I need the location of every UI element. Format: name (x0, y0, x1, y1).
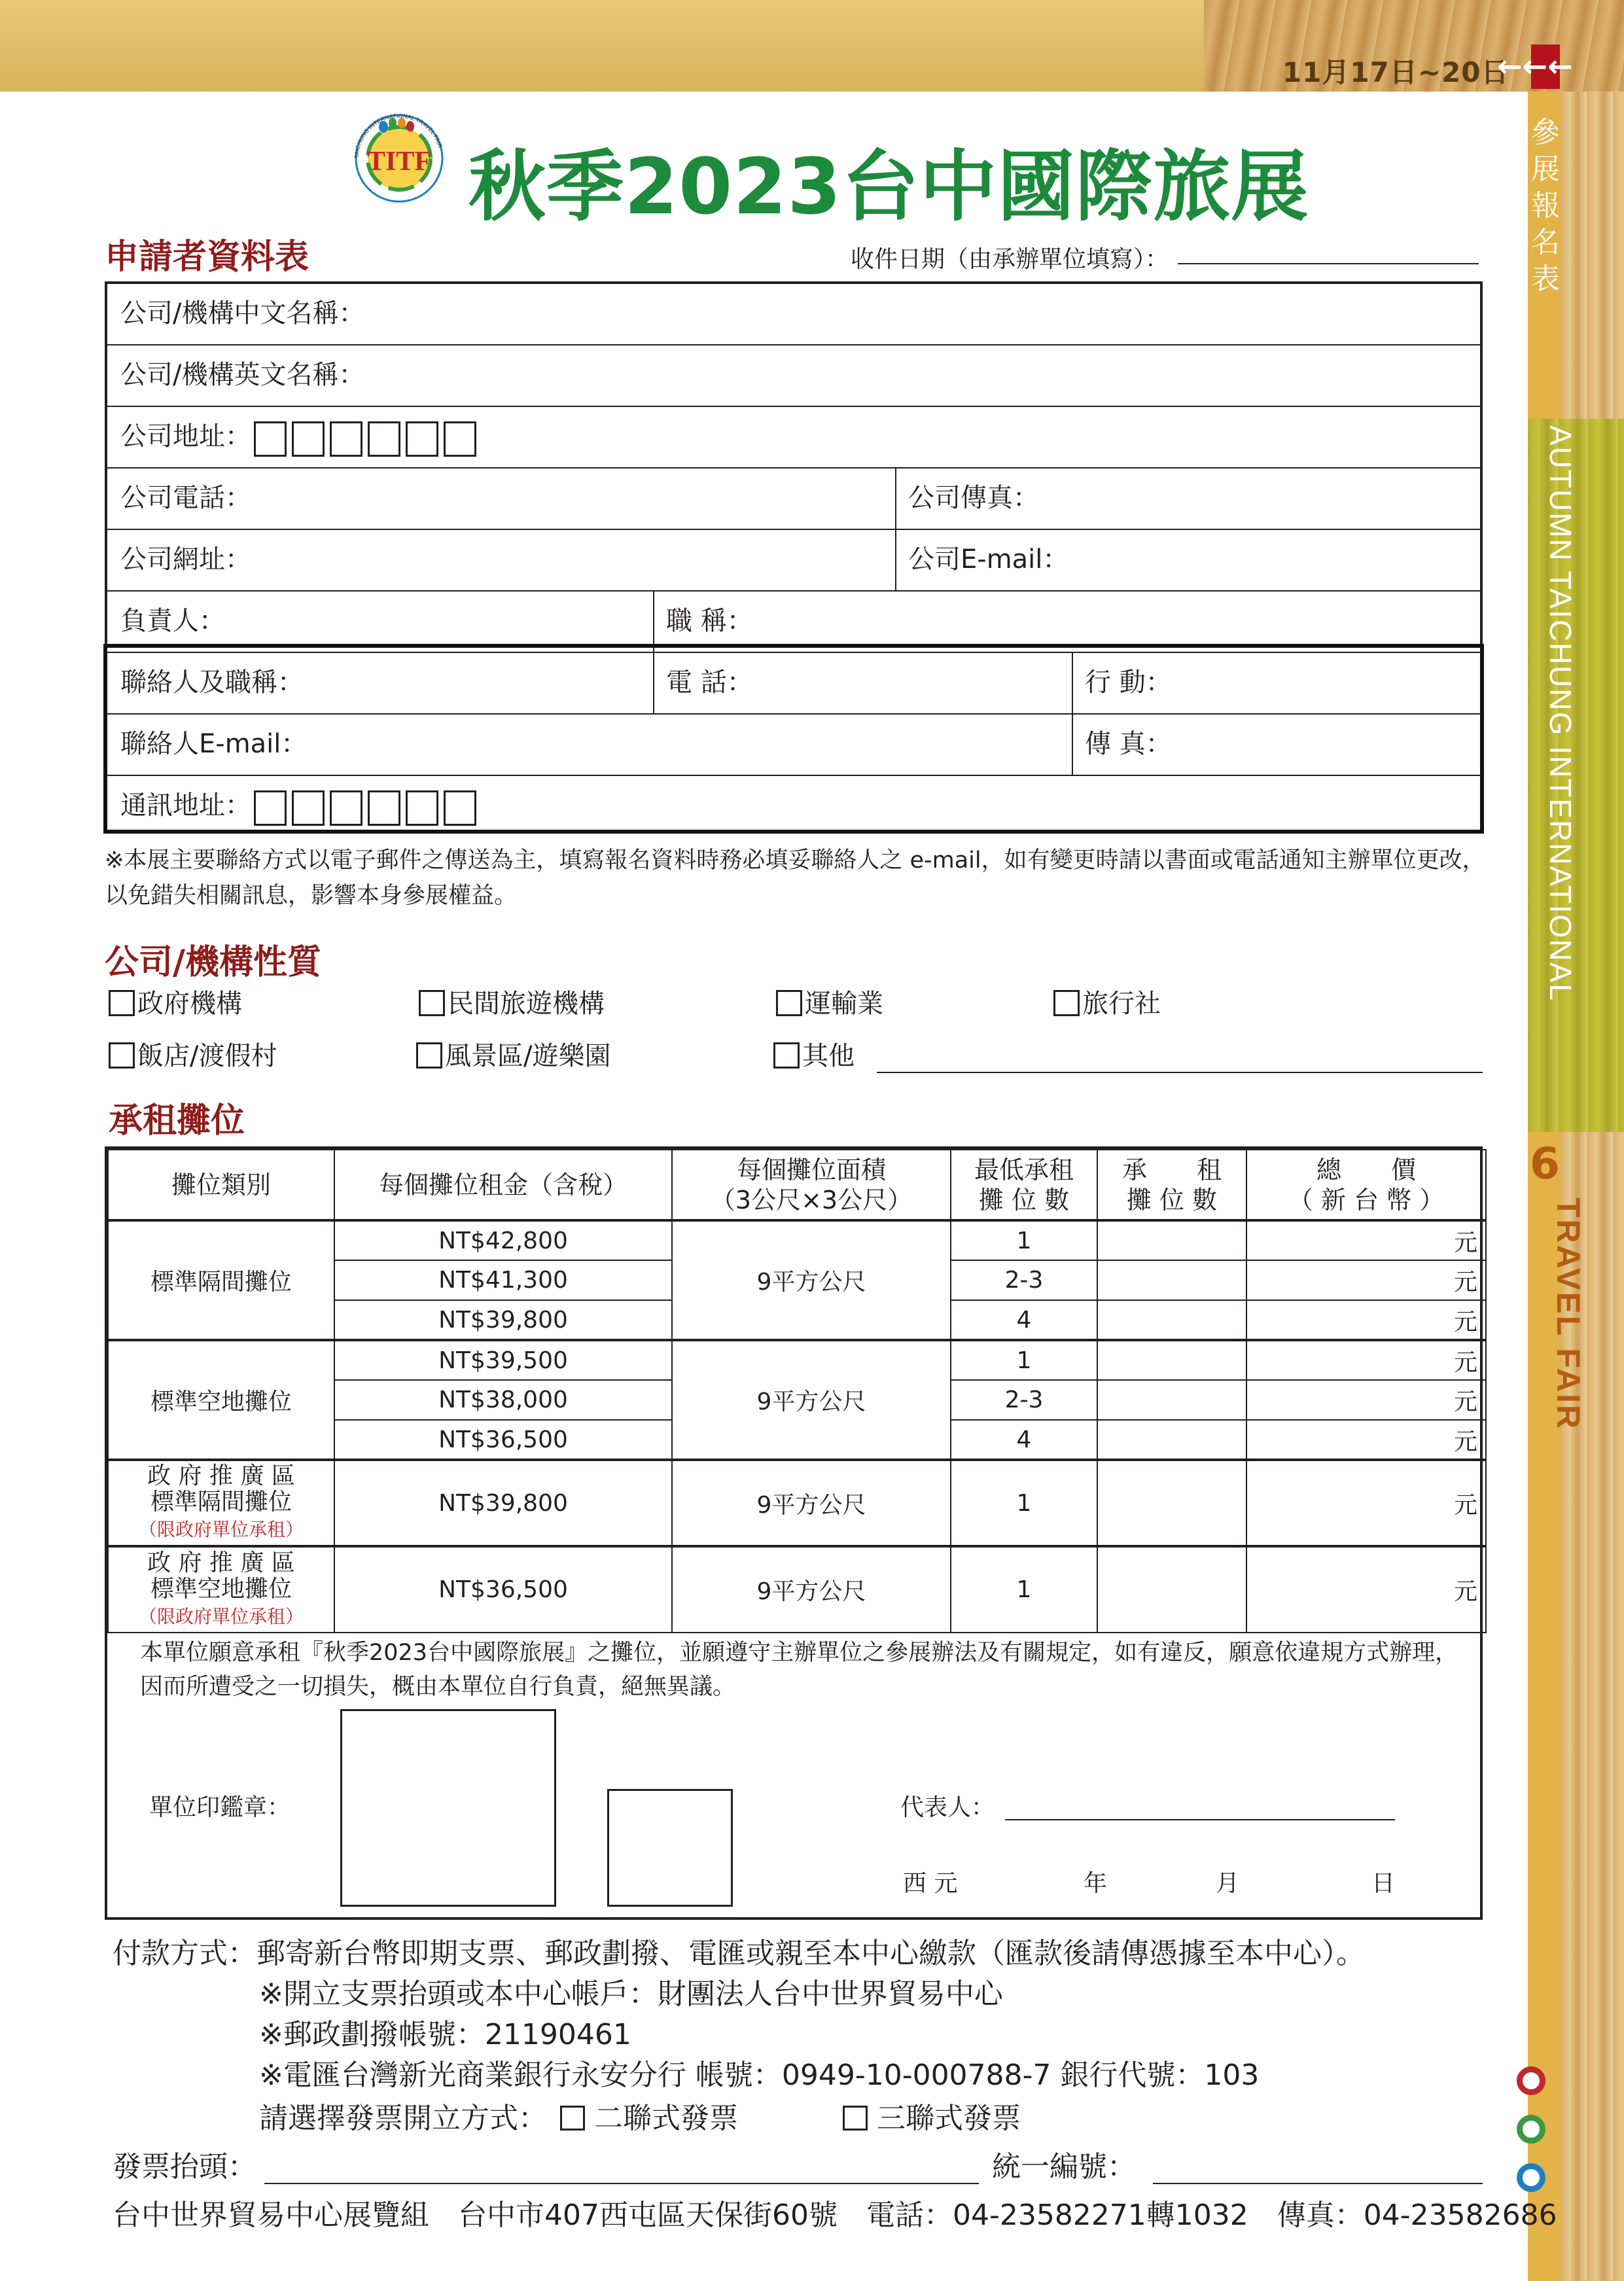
row-website-email (107, 530, 1480, 592)
header-rented-l1: 承 租 (1121, 1155, 1222, 1184)
total-input[interactable]: 元 (1246, 1220, 1486, 1260)
min-cell: 1 (951, 1340, 1097, 1380)
min-cell: 2-3 (951, 1260, 1097, 1300)
rented-input[interactable] (1097, 1300, 1246, 1340)
rented-input[interactable] (1097, 1260, 1246, 1300)
logo-letters: TITF (366, 147, 432, 177)
header-type: 攤位類別 (108, 1150, 334, 1220)
checkbox[interactable] (1053, 990, 1080, 1016)
address-label: 公司地址： (120, 421, 251, 451)
checkbox[interactable] (776, 990, 802, 1016)
header-area-l2: （3公尺×3公尺） (710, 1185, 913, 1214)
option-scenic-area[interactable] (416, 1040, 610, 1072)
owner-label[interactable]: 負責人： (120, 606, 225, 636)
page-title: 秋季2023台中國際旅展 (468, 141, 1309, 232)
booth-section-title: 承租攤位 (109, 1101, 245, 1140)
header-min (951, 1150, 1097, 1220)
arrows-icon: ←←← (1497, 48, 1573, 84)
min-cell: 1 (951, 1460, 1097, 1546)
gov-line1: 政 府 推 廣 區 (147, 1462, 295, 1489)
price-cell: NT$39,500 (334, 1340, 672, 1380)
seal-box-small[interactable] (607, 1789, 733, 1907)
date-day: 日 (1371, 1870, 1396, 1897)
row-contact-email (107, 715, 1480, 776)
total-input[interactable]: 元 (1246, 1300, 1486, 1340)
invoice-triplicate-checkbox[interactable] (843, 2106, 868, 2131)
total-input[interactable]: 元 (1246, 1546, 1486, 1633)
gov-line1: 政 府 推 廣 區 (147, 1549, 295, 1576)
website-label[interactable]: 公司網址： (120, 544, 251, 575)
header-area-l1: 每個攤位面積 (736, 1155, 886, 1184)
header-rented-l2: 攤 位 數 (1126, 1185, 1218, 1214)
checkbox[interactable] (109, 1042, 135, 1069)
min-cell: 4 (951, 1300, 1097, 1340)
declaration-text: 本單位願意承租『秋季2023台中國際旅展』之攤位，並願遵守主辦單位之參展辦法及有關規定，如有違反，願意依違規方式辦理，因而所遭受之一切損失，概由本單位自行負責，絕無異議。 (140, 1640, 1458, 1700)
row-company-cn[interactable] (107, 284, 1480, 345)
red-dot-icon (1517, 2066, 1545, 2095)
group-gov-partition (108, 1460, 334, 1546)
company-type-title: 公司/機構性質 (105, 943, 321, 982)
top-banner (0, 0, 1204, 92)
total-input[interactable]: 元 (1246, 1420, 1486, 1460)
header-total (1246, 1150, 1486, 1220)
tax-id-label: 統一編號： (992, 2150, 1136, 2184)
invoice-duplicate-label: 二聯式發票 (594, 2102, 738, 2135)
option-label: 其他 (802, 1041, 855, 1071)
titf-logo (345, 105, 453, 213)
date-era: 西 元 (903, 1870, 958, 1897)
payment-postal: ※郵政劃撥帳號：21190461 (259, 2018, 631, 2051)
green-dot-icon (1517, 2115, 1545, 2144)
option-hotel[interactable] (109, 1040, 277, 1072)
row-mail-address[interactable] (107, 776, 1480, 838)
header-total-l2: （ 新 台 幣 ） (1288, 1185, 1445, 1214)
address-cell (107, 407, 482, 467)
option-label: 風景區/遊樂園 (445, 1041, 611, 1071)
header-rented (1097, 1150, 1246, 1220)
event-dates: 11月17日~20日 (1282, 56, 1509, 88)
applicant-section-title: 申請者資料表 (105, 238, 309, 277)
gov-line2: 標準空地攤位 (150, 1575, 292, 1602)
phone-label[interactable]: 公司電話： (120, 483, 251, 513)
rented-input[interactable] (1097, 1460, 1246, 1546)
table-row (108, 1460, 1486, 1546)
header-min-l2: 攤 位 數 (978, 1185, 1070, 1214)
gov-note: （限政府單位承租） (138, 1605, 304, 1627)
blue-dot-icon (1517, 2163, 1545, 2192)
option-travel-agency[interactable] (1053, 988, 1161, 1019)
rented-input[interactable] (1097, 1340, 1246, 1380)
total-input[interactable]: 元 (1246, 1380, 1486, 1420)
option-label: 旅行社 (1082, 989, 1161, 1019)
invoice-triplicate-label: 三聯式發票 (877, 2102, 1021, 2135)
invoice-choice (259, 2100, 1021, 2137)
option-government[interactable] (109, 988, 242, 1019)
invoice-title-label: 發票抬頭： (113, 2150, 256, 2184)
min-cell: 2-3 (951, 1380, 1097, 1420)
postal-code-boxes[interactable] (254, 408, 482, 467)
mobile-label[interactable]: 行 動： (1085, 667, 1172, 698)
rented-input[interactable] (1097, 1380, 1246, 1420)
area-cell: 9平方公尺 (672, 1220, 951, 1340)
rented-input[interactable] (1097, 1220, 1246, 1260)
title-label[interactable]: 職 稱： (666, 606, 753, 636)
invoice-duplicate-checkbox[interactable] (560, 2106, 585, 2131)
payment-wire: ※電匯台灣新光商業銀行永安分行 帳號：0949-10-000788-7 銀行代號：103 (259, 2059, 1260, 2092)
option-label: 政府機構 (137, 989, 242, 1019)
header-total-l1: 總 價 (1316, 1155, 1416, 1184)
row-company-en[interactable] (107, 345, 1480, 407)
date-year: 年 (1084, 1870, 1108, 1897)
checkbox[interactable] (416, 1042, 442, 1069)
price-cell: NT$36,500 (334, 1420, 672, 1460)
total-input[interactable]: 元 (1246, 1460, 1486, 1546)
footer-contact: 台中世界貿易中心展覽組 台中市407西屯區天保街60號 電話：04-23582271轉1032 傳真：04-23582686 (113, 2199, 1557, 2232)
price-cell: NT$42,800 (334, 1220, 672, 1260)
company-en-label: 公司/機構英文名稱： (120, 360, 365, 390)
booth-table (105, 1146, 1483, 1920)
table-row (108, 1340, 1486, 1380)
gov-note: （限政府單位承租） (138, 1519, 304, 1540)
invoice-label: 請選擇發票開立方式： (259, 2102, 547, 2135)
invoice-title-field[interactable] (264, 2183, 979, 2184)
mail-postal-boxes[interactable] (254, 777, 482, 836)
price-cell: NT$36,500 (334, 1546, 672, 1633)
checkbox[interactable] (109, 990, 135, 1016)
option-transport[interactable] (776, 988, 883, 1019)
option-label: 民間旅遊機構 (448, 989, 605, 1019)
min-cell: 1 (951, 1220, 1097, 1260)
date-month: 月 (1216, 1870, 1240, 1897)
price-cell: NT$38,000 (334, 1380, 672, 1420)
contact-fax-label[interactable]: 傳 真： (1085, 729, 1172, 759)
representative-field[interactable] (1005, 1819, 1395, 1820)
table-row (108, 1546, 1486, 1633)
checkbox[interactable] (419, 990, 445, 1016)
group-gov-space (108, 1546, 334, 1633)
area-cell: 9平方公尺 (672, 1340, 951, 1460)
payment-method: 付款方式：郵寄新台幣即期支票、郵政劃撥、電匯或親至本中心繳款（匯款後請傳憑據至本中心）。 (113, 1937, 1365, 1970)
contact-email-label[interactable]: 聯絡人E-mail： (120, 729, 308, 759)
group-standard-partition: 標準隔間攤位 (108, 1220, 334, 1340)
row-address[interactable] (107, 407, 1480, 469)
applicant-table (105, 281, 1483, 834)
rented-input[interactable] (1097, 1420, 1246, 1460)
receipt-date-label: 收件日期（由承辦單位填寫）： (851, 246, 1169, 273)
table-row (108, 1220, 1486, 1260)
email-label[interactable]: 公司E-mail： (908, 544, 1069, 575)
header-area (672, 1150, 951, 1220)
group-standard-space: 標準空地攤位 (108, 1340, 334, 1460)
tax-id-field[interactable] (1153, 2183, 1483, 2184)
sidebar-travel-fair: TRAVEL FAIR (1550, 1197, 1587, 1431)
option-label: 運輸業 (805, 989, 883, 1019)
logo-ring-text: TAICHUNG INTERNATIONAL TRAVEL FAIR (353, 112, 444, 159)
mail-address-cell (107, 776, 482, 838)
option-other[interactable] (773, 1040, 855, 1072)
representative-label: 代表人： (900, 1794, 995, 1821)
checkbox[interactable] (773, 1042, 800, 1069)
row-contact (107, 653, 1480, 715)
option-label: 飯店/渡假村 (137, 1041, 277, 1071)
row-phone-fax (107, 469, 1480, 530)
company-cn-label: 公司/機構中文名稱： (120, 298, 365, 328)
gov-line2: 標準隔間攤位 (150, 1489, 292, 1515)
contact-label[interactable]: 聯絡人及職稱： (120, 667, 304, 698)
contact-note: ※本展主要聯絡方式以電子郵件之傳送為主，填寫報名資料時務必填妥聯絡人之 e-mail，如有變更時請以書面或電話通知主辦單位更改，以免錯失相關訊息，影響本身參展權益。 (105, 847, 1485, 909)
row-owner (107, 592, 1480, 653)
area-cell: 9平方公尺 (672, 1460, 951, 1546)
price-cell: NT$39,800 (334, 1300, 672, 1340)
seal-label: 單位印鑑章： (149, 1794, 291, 1821)
total-input[interactable]: 元 (1246, 1340, 1486, 1380)
price-cell: NT$41,300 (334, 1260, 672, 1300)
mail-address-label: 通訊地址： (120, 790, 251, 821)
payment-check-title: ※開立支票抬頭或本中心帳戶：財團法人台中世界貿易中心 (259, 1977, 1003, 2011)
total-input[interactable]: 元 (1246, 1260, 1486, 1300)
header-min-l1: 最低承租 (974, 1155, 1074, 1184)
min-cell: 1 (951, 1546, 1097, 1633)
other-input[interactable] (877, 1072, 1483, 1073)
contact-phone-label[interactable]: 電 話： (666, 667, 753, 698)
header-rent: 每個攤位租金（含稅） (334, 1150, 672, 1220)
price-cell: NT$39,800 (334, 1460, 672, 1546)
sidebar-english-text: AUTUMN TAICHUNG INTERNATIONAL (1544, 425, 1578, 1002)
fax-label[interactable]: 公司傳真： (908, 483, 1039, 513)
sidebar-title: 參展報名表 (1531, 116, 1560, 296)
area-cell: 9平方公尺 (672, 1546, 951, 1633)
receipt-date-field[interactable] (1178, 263, 1479, 264)
option-private-travel[interactable] (419, 988, 605, 1019)
rented-input[interactable] (1097, 1546, 1246, 1633)
seal-box-large[interactable] (340, 1709, 556, 1907)
min-cell: 4 (951, 1420, 1097, 1460)
sidebar-number: 6 (1530, 1139, 1560, 1189)
